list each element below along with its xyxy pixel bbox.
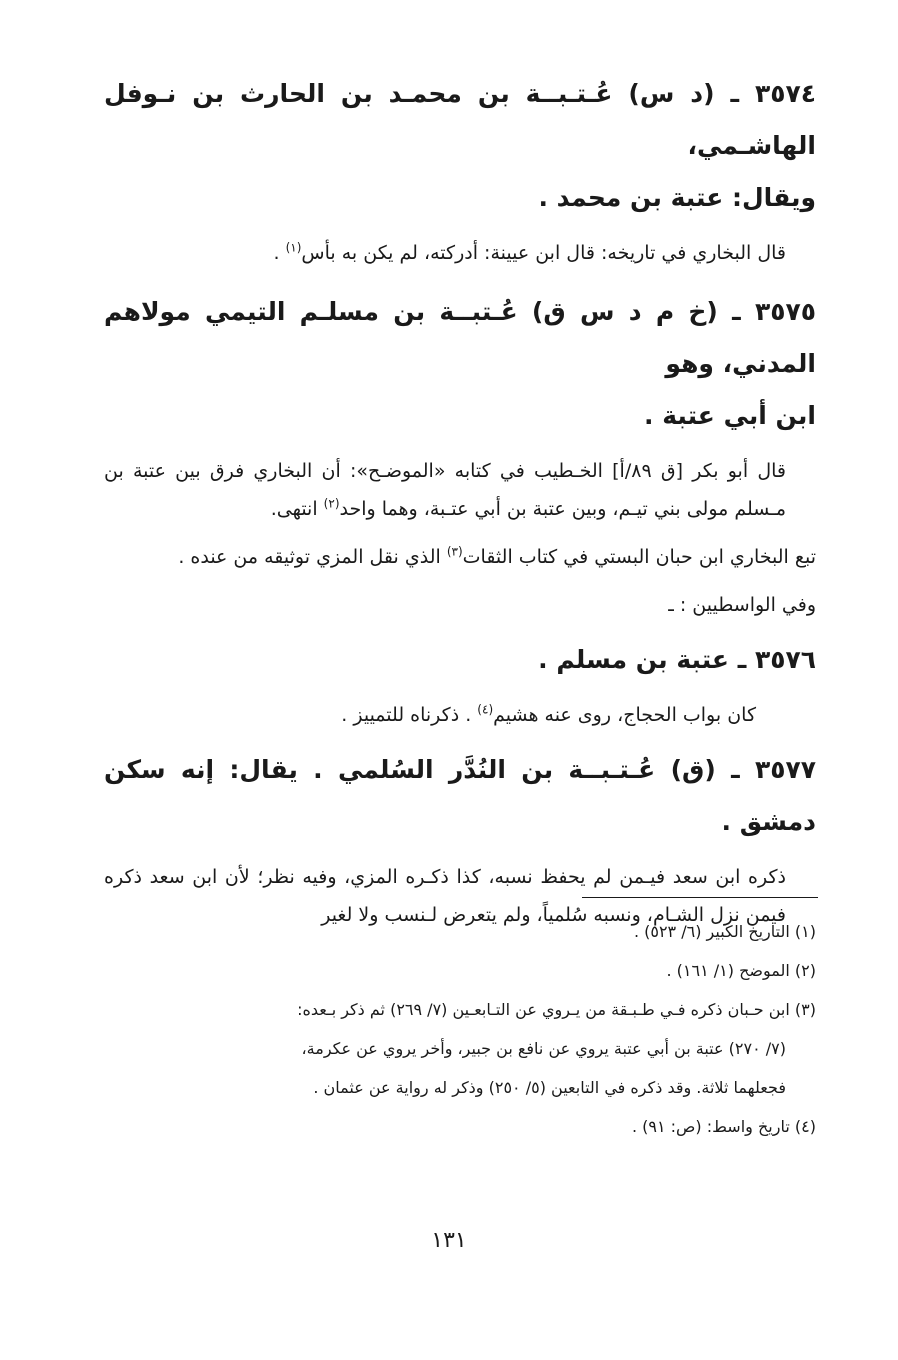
footnote-text: الموضح (١/ ١٦١) . bbox=[666, 961, 790, 980]
footnote-ref[interactable]: (١) bbox=[285, 240, 302, 255]
footnote-label: (٢) bbox=[794, 961, 816, 980]
footnote bbox=[104, 1107, 816, 1146]
entry-heading: ٣٥٧٦ ـ عتبة بن مسلم . bbox=[538, 645, 816, 674]
footnotes bbox=[104, 912, 816, 1146]
footnote-continued: (٧/ ٢٧٠) عتبة بن أبي عتبة يروي عن نافع بن جبير، وأخر يروي عن عكرمة، bbox=[301, 1039, 786, 1058]
footnote bbox=[104, 912, 816, 951]
entry-heading: ٣٥٧٥ ـ (خ م د س ق) عُـتبــة بن مسلـم التيمي مولاهم المدني، وهو bbox=[104, 297, 816, 378]
paragraph-text: قال البخاري في تاريخه: قال ابن عيينة: أدركته، لم يكن به بأس bbox=[301, 242, 786, 264]
entry-paragraph bbox=[104, 452, 816, 528]
footnote-text: ابن حـبان ذكره فـي طـبـقة من يـروي عن التـابعـين (٧/ ٢٦٩) ثم ذكر بـعده: bbox=[297, 1000, 790, 1019]
footnote-text: التاريخ الكبير (٦/ ٥٢٣) . bbox=[633, 922, 790, 941]
paragraph-text: تبع البخاري ابن حبان البستي في كتاب الثقات bbox=[462, 546, 816, 568]
entry-heading: ٣٥٧٤ ـ (د س) عُـتـبــة بن محمـد بن الحارث بن نـوفل الهاشـمي، bbox=[104, 79, 816, 160]
entry-paragraph bbox=[104, 234, 816, 272]
entry-heading-continued: ابن أبي عتبة . bbox=[644, 401, 816, 430]
footnote-ref[interactable]: (٣) bbox=[446, 544, 463, 559]
paragraph-text: وفي الواسطيين : ـ bbox=[668, 594, 816, 616]
entry-paragraph bbox=[104, 538, 816, 576]
page-number: ١٣١ bbox=[431, 1228, 467, 1253]
entry-paragraph bbox=[104, 696, 816, 734]
footnote-label: (٣) bbox=[794, 1000, 816, 1019]
main-text-column bbox=[104, 68, 816, 934]
entry-paragraph bbox=[104, 586, 816, 624]
paragraph-tail: انتهى. bbox=[270, 498, 324, 520]
footnote-separator bbox=[582, 897, 818, 898]
footnote-label: (١) bbox=[794, 922, 816, 941]
entry-heading: ٣٥٧٧ ـ (ق) عُـتـبــة بن النُدَّر السُلمي . يقال: إنه سكن دمشق . bbox=[104, 755, 816, 836]
paragraph-text: كان بواب الحجاج، روى عنه هشيم bbox=[493, 704, 756, 726]
footnote-ref[interactable]: (٤) bbox=[477, 702, 494, 717]
paragraph-text: قال أبو بكر [ق ٨٩/أ] الخـطيب في كتابه «الموضـح»: أن البخاري فرق بين عتبة بن مـسلم مولى بني تيـم، وبين عتبة بن أبي عتـبة، وهما واحد bbox=[104, 460, 786, 520]
footnote bbox=[104, 951, 816, 990]
footnote-continued: فجعلهما ثلاثة. وقد ذكره في التابعين (٥/ ٢٥٠) وذكر له رواية عن عثمان . bbox=[313, 1078, 786, 1097]
footnote-ref[interactable]: (٢) bbox=[323, 496, 340, 511]
paragraph-tail: الذي نقل المزي توثيقه من عنده . bbox=[178, 546, 447, 568]
paragraph-tail: . ذكرناه للتمييز . bbox=[341, 704, 478, 726]
paragraph-text: ذكره ابن سعد فيـمن لم يحفظ نسبه، كذا ذكـره المزي، وفيه نظر؛ لأن ابن سعد ذكره فيمن نزل الشـام، ونسبه سُلمياً، ولم يتعرض لـنسب ولا لغير bbox=[104, 866, 786, 926]
footnote bbox=[104, 990, 816, 1029]
footnote-text: تاريخ واسط: (ص: ٩١) . bbox=[631, 1117, 790, 1136]
paragraph-tail: . bbox=[273, 242, 286, 264]
footnote-label: (٤) bbox=[794, 1117, 816, 1136]
entry-heading-continued: ويقال: عتبة بن محمد . bbox=[538, 183, 816, 212]
